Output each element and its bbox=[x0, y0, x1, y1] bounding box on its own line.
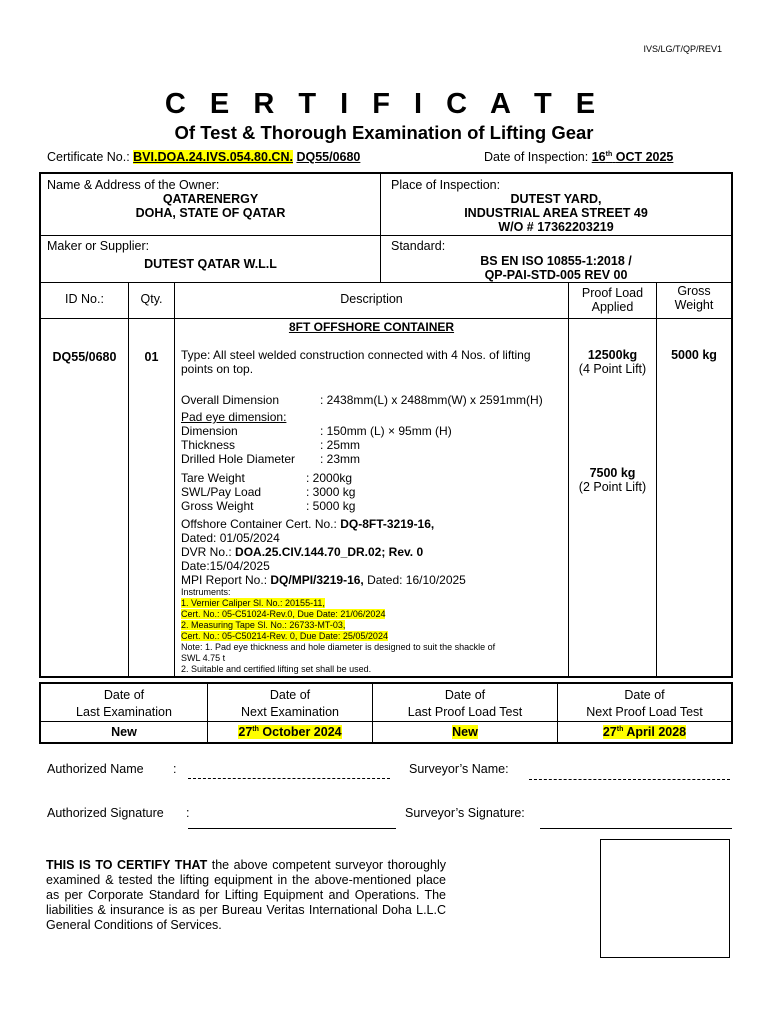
header-next-examination-line-1: Date of bbox=[269, 688, 311, 702]
header-last-proof-load-line-2: Last Proof Load Test bbox=[407, 705, 523, 719]
standard-line-1: BS EN ISO 10855-1:2018 / bbox=[480, 254, 632, 268]
instrument-2-cert-text: Cert. No.: 05-C50214-Rev. 0, Due Date: 25/05/2024 bbox=[181, 631, 388, 641]
tare-weight-label: Tare Weight bbox=[181, 471, 245, 485]
padeye-thickness-value: : 25mm bbox=[320, 438, 361, 452]
dvr-value: DOA.25.CIV.144.70_DR.02; Rev. 0 bbox=[235, 545, 424, 559]
column-proof-load bbox=[569, 286, 656, 314]
place-work-order: W/O # 17362203219 bbox=[498, 220, 614, 234]
value-last-proof-load bbox=[373, 725, 557, 739]
note-2: 2. Suitable and certified lifting set shall be used. bbox=[181, 664, 372, 674]
note-1-cont: SWL 4.75 t bbox=[181, 653, 226, 663]
inspection-day-suffix: th bbox=[605, 150, 613, 158]
column-gross-line-1: Gross bbox=[677, 284, 711, 298]
column-qty: Qty. bbox=[140, 292, 163, 306]
item-id: DQ55/0680 bbox=[52, 350, 117, 364]
certification-lead: THIS IS TO CERTIFY THAT bbox=[46, 858, 208, 872]
padeye-dimension-value: : 150mm (L) × 95mm (H) bbox=[320, 424, 452, 438]
value-next-examination bbox=[208, 725, 372, 739]
document-reference: IVS/LG/T/QP/REV1 bbox=[643, 44, 722, 54]
column-description: Description bbox=[340, 292, 403, 306]
instrument-1-cert-text: Cert. No.: 05-C51024-Rev.0, Due Date: 21/06/2024 bbox=[181, 609, 386, 619]
overall-dimension-label: Overall Dimension bbox=[181, 393, 280, 407]
instrument-2 bbox=[181, 620, 345, 631]
instrument-1-cert bbox=[181, 609, 385, 620]
divider bbox=[174, 282, 175, 676]
maker-label: Maker or Supplier: bbox=[47, 239, 150, 253]
certificate-number bbox=[47, 150, 360, 164]
proof-load-2-point-note: (2 Point Lift) bbox=[578, 480, 647, 494]
next-examination-month-year: October 2024 bbox=[262, 725, 342, 739]
padeye-heading: Pad eye dimension: bbox=[181, 410, 287, 424]
value-last-examination: New bbox=[111, 725, 137, 739]
item-heading: 8FT OFFSHORE CONTAINER bbox=[288, 320, 455, 334]
page-title: C E R T I F I C A T E bbox=[164, 88, 604, 120]
divider bbox=[41, 282, 731, 283]
offshore-cert bbox=[181, 517, 434, 531]
swl-payload-label: SWL/Pay Load bbox=[181, 485, 262, 499]
page-subtitle: Of Test & Thorough Examination of Lifting Gear bbox=[174, 122, 594, 143]
stamp-box bbox=[600, 839, 730, 958]
item-qty: 01 bbox=[144, 350, 159, 364]
certificate-number-main: BVI.DOA.24.IVS.054.80.CN. bbox=[133, 150, 293, 164]
standard-label: Standard: bbox=[391, 239, 446, 253]
header-last-proof-load bbox=[373, 687, 557, 721]
value-next-proof-load bbox=[558, 725, 731, 739]
divider bbox=[41, 721, 731, 722]
note-1: Note: 1. Pad eye thickness and hole diameter is designed to suit the shackle of bbox=[181, 642, 496, 652]
mpi-report bbox=[181, 573, 466, 587]
place-line-2: INDUSTRIAL AREA STREET 49 bbox=[464, 206, 648, 220]
dates-table bbox=[39, 682, 733, 744]
gross-weight-value: : 5000 kg bbox=[306, 499, 356, 513]
header-last-proof-load-line-1: Date of bbox=[444, 688, 486, 702]
header-next-proof-load bbox=[558, 687, 731, 721]
column-gross-line-2: Weight bbox=[674, 298, 714, 312]
next-proof-load-day: 27 bbox=[602, 725, 617, 739]
tare-weight bbox=[181, 471, 352, 485]
instrument-1 bbox=[181, 598, 325, 609]
instrument-1-serial: 1. Vernier Caliper Sl. No.: 20155-11, bbox=[181, 598, 325, 608]
padeye-hole bbox=[181, 452, 360, 466]
authorized-signature-colon: : bbox=[186, 806, 190, 820]
padeye-thickness bbox=[181, 438, 360, 452]
inspection-day: 16 bbox=[591, 150, 606, 164]
offshore-cert-dated: Dated: 01/05/2024 bbox=[181, 531, 280, 545]
surveyor-name-label: Surveyor’s Name: bbox=[409, 762, 509, 776]
last-proof-load-text: New bbox=[452, 725, 478, 739]
gross-weight-line bbox=[181, 499, 355, 513]
dvr-number bbox=[181, 545, 423, 559]
column-gross-weight bbox=[657, 284, 731, 312]
gross-weight-value-cell: 5000 kg bbox=[671, 348, 717, 362]
item-type-line-2: points on top. bbox=[181, 362, 254, 376]
divider bbox=[41, 318, 731, 319]
surveyor-signature-field[interactable] bbox=[540, 828, 732, 829]
authorized-signature-label: Authorized Signature bbox=[47, 806, 164, 820]
place-line-1: DUTEST YARD, bbox=[510, 192, 602, 206]
header-last-examination-line-2: Last Examination bbox=[76, 705, 172, 719]
divider bbox=[41, 235, 731, 236]
owner-address: DOHA, STATE OF QATAR bbox=[135, 206, 286, 220]
padeye-hole-label: Drilled Hole Diameter bbox=[181, 452, 296, 466]
surveyor-name-field[interactable] bbox=[529, 779, 730, 780]
mpi-label: MPI Report No.: bbox=[181, 573, 268, 587]
tare-weight-value: : 2000kg bbox=[306, 471, 353, 485]
mpi-dated: Dated: 16/10/2025 bbox=[367, 573, 466, 587]
header-last-examination bbox=[41, 687, 207, 721]
dvr-label: DVR No.: bbox=[181, 545, 232, 559]
swl-payload bbox=[181, 485, 355, 499]
padeye-thickness-label: Thickness bbox=[181, 438, 236, 452]
certification-statement bbox=[46, 858, 446, 933]
authorized-signature-field[interactable] bbox=[188, 828, 396, 829]
padeye-dimension bbox=[181, 424, 452, 438]
proof-load-2-point: 7500 kg bbox=[589, 466, 636, 480]
next-examination-day: 27 bbox=[238, 725, 253, 739]
surveyor-signature-label: Surveyor’s Signature: bbox=[405, 806, 525, 820]
swl-payload-value: : 3000 kg bbox=[306, 485, 356, 499]
next-proof-load-month-year: April 2028 bbox=[626, 725, 687, 739]
header-last-examination-line-1: Date of bbox=[103, 688, 145, 702]
instruments-label: Instruments: bbox=[181, 587, 231, 597]
column-id: ID No.: bbox=[65, 292, 104, 306]
proof-load-4-point-note: (4 Point Lift) bbox=[578, 362, 647, 376]
proof-load-4-point: 12500kg bbox=[587, 348, 638, 362]
authorized-name-colon: : bbox=[173, 762, 177, 776]
header-next-proof-load-line-2: Next Proof Load Test bbox=[586, 705, 703, 719]
inspection-date bbox=[484, 150, 673, 164]
maker-value: DUTEST QATAR W.L.L bbox=[144, 257, 277, 271]
certificate-number-suffix: DQ55/0680 bbox=[296, 150, 361, 164]
standard-line-2: QP-PAI-STD-005 REV 00 bbox=[484, 268, 628, 282]
instrument-2-cert bbox=[181, 631, 388, 642]
column-proof-load-line-2: Applied bbox=[591, 300, 634, 314]
dvr-date: Date:15/04/2025 bbox=[181, 559, 270, 573]
authorized-name-label: Authorized Name bbox=[47, 762, 144, 776]
next-examination-day-suffix: th bbox=[252, 725, 259, 733]
instrument-2-serial: 2. Measuring Tape Sl. No.: 26733-MT-03, bbox=[181, 620, 346, 630]
owner-name: QATARENERGY bbox=[162, 192, 259, 206]
offshore-cert-value: DQ-8FT-3219-16, bbox=[340, 517, 435, 531]
place-label: Place of Inspection: bbox=[391, 178, 501, 192]
divider bbox=[128, 282, 129, 676]
inspection-month-year: OCT 2025 bbox=[615, 150, 674, 164]
certificate-number-label: Certificate No.: bbox=[47, 150, 130, 164]
owner-label: Name & Address of the Owner: bbox=[47, 178, 220, 192]
header-next-examination-line-2: Next Examination bbox=[241, 705, 339, 719]
offshore-cert-label: Offshore Container Cert. No.: bbox=[181, 517, 337, 531]
overall-dimension bbox=[181, 393, 543, 407]
mpi-value: DQ/MPI/3219-16, bbox=[270, 573, 364, 587]
padeye-hole-value: : 23mm bbox=[320, 452, 361, 466]
header-next-examination bbox=[208, 687, 372, 721]
gross-weight-label: Gross Weight bbox=[181, 499, 254, 513]
overall-dimension-value: : 2438mm(L) x 2488mm(W) x 2591mm(H) bbox=[320, 393, 543, 407]
certification-body: the above competent surveyor thoroughly examined & tested the lifting equipment in the above-mentioned place as per Corporate Standard for Lifting Equipment and Operations. The liabilities & insurance is as per Bureau Veritas International Doha L.L.C General Conditions of Services. bbox=[46, 858, 446, 932]
inspection-date-label: Date of Inspection: bbox=[484, 150, 589, 164]
next-proof-load-day-suffix: th bbox=[616, 725, 624, 733]
item-type-line-1: Type: All steel welded construction connected with 4 Nos. of lifting bbox=[181, 348, 531, 362]
column-proof-load-line-1: Proof Load bbox=[581, 286, 644, 300]
authorized-name-field[interactable] bbox=[188, 778, 390, 779]
header-next-proof-load-line-1: Date of bbox=[624, 688, 665, 702]
divider bbox=[656, 282, 657, 676]
padeye-dimension-label: Dimension bbox=[181, 424, 238, 438]
